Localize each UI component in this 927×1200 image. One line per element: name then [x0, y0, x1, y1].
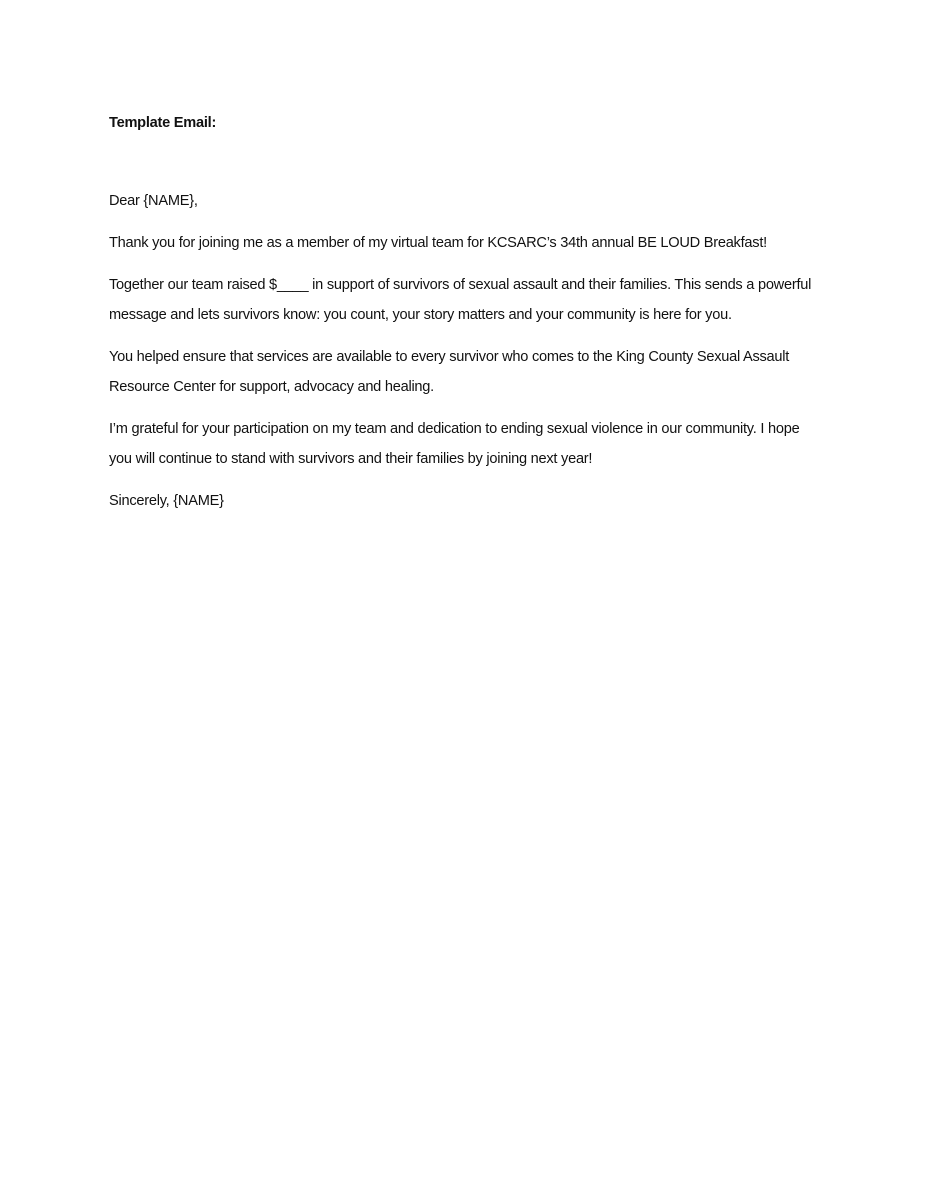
- paragraph-fundraising: Together our team raised $____ in support of survivors of sexual assault and their families. This sends a powerful message and lets survivors know: you count, your story matters and your community is here for you.: [109, 277, 812, 323]
- email-greeting: Dear {NAME},: [109, 193, 198, 209]
- paragraph-services: You helped ensure that services are available to every survivor who comes to the King County Sexual Assault Resource Center for support, advocacy and healing.: [109, 349, 790, 395]
- paragraph-gratitude: I’m grateful for your participation on my team and dedication to ending sexual violence in our community. I hope you will continue to stand with survivors and their families by joining next year!: [109, 421, 800, 467]
- email-closing: Sincerely, {NAME}: [109, 493, 224, 509]
- email-template-body: [109, 108, 821, 516]
- document-heading: Template Email:: [109, 115, 217, 131]
- paragraph-thank-you: Thank you for joining me as a member of my virtual team for KCSARC’s 34th annual BE LOUD Breakfast!: [109, 235, 767, 251]
